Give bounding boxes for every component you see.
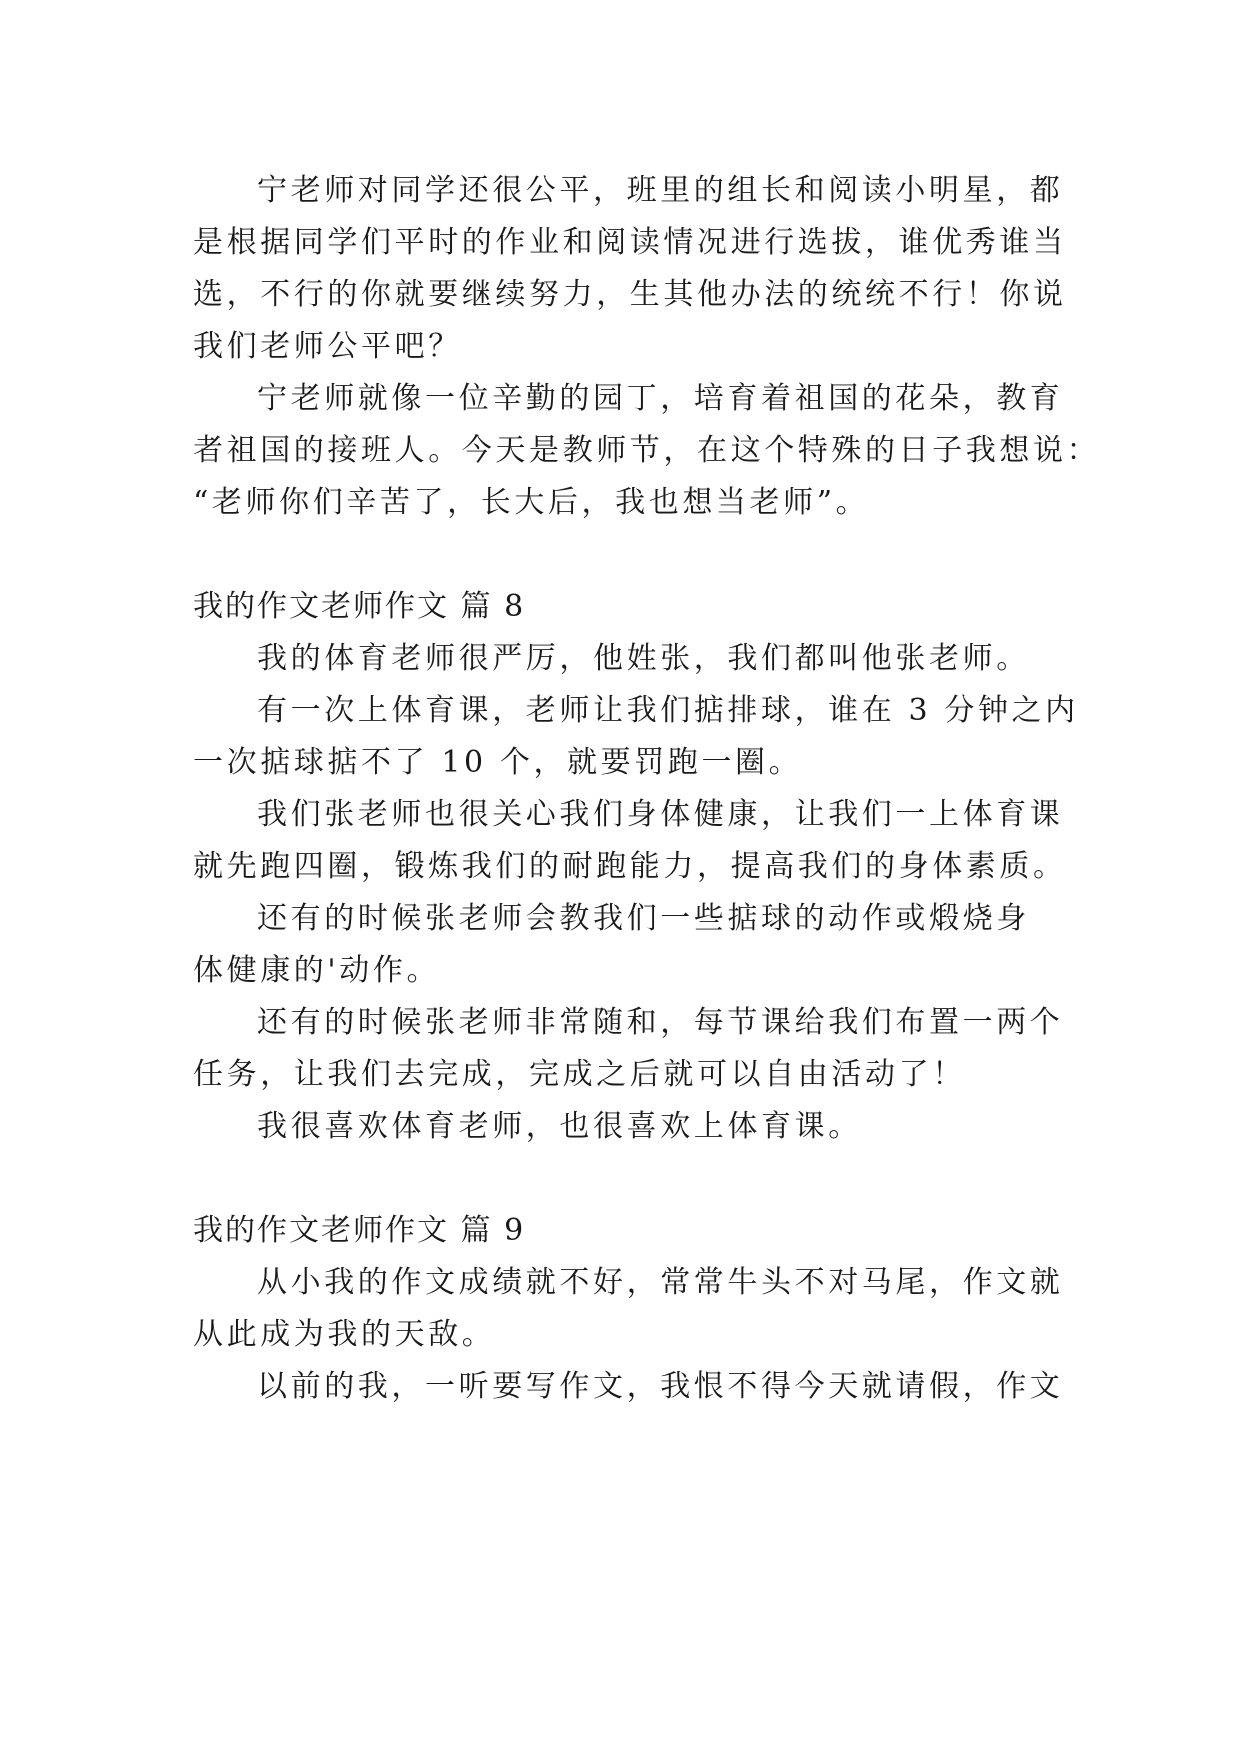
paragraph-line: 以前的我，一听要写作文，我恨不得今天就请假，作文 <box>257 1369 1064 1404</box>
paragraph-line: 是根据同学们平时的作业和阅读情况进行选拔，谁优秀谁当 <box>193 225 1067 260</box>
paragraph-line: 选，不行的你就要继续努力，生其他办法的统统不行！你说 <box>193 277 1067 312</box>
paragraph-line: 我们老师公平吧？ <box>193 329 462 364</box>
paragraph-line: 体健康的'动作。 <box>193 953 441 988</box>
paragraph-line: 宁老师对同学还很公平，班里的组长和阅读小明星，都 <box>257 173 1064 208</box>
paragraph-line: 任务，让我们去完成，完成之后就可以自由活动了！ <box>193 1057 966 1092</box>
paragraph-line: 还有的时候张老师非常随和，每节课给我们布置一两个 <box>257 1005 1064 1040</box>
paragraph-line: 就先跑四圈，锻炼我们的耐跑能力，提高我们的身体素质。 <box>193 849 1067 884</box>
paragraph-line: 一次掂球掂不了 10 个，就要罚跑一圈。 <box>193 745 803 780</box>
paragraph-line: “老师你们辛苦了，长大后，我也想当老师”。 <box>193 485 870 520</box>
paragraph-line: 从小我的作文成绩就不好，常常牛头不对马尾，作文就 <box>257 1265 1064 1300</box>
paragraph-line: 宁老师就像一位辛勤的园丁，培育着祖国的花朵，教育 <box>257 381 1064 416</box>
paragraph-line: 有一次上体育课，老师让我们掂排球，谁在 3 分钟之内 <box>257 693 1079 728</box>
paragraph-line: 还有的时候张老师会教我们一些掂球的动作或煅烧身 <box>257 901 1030 936</box>
section-heading: 我的作文老师作文 篇 8 <box>193 589 526 624</box>
paragraph-line: 从此成为我的天敌。 <box>193 1317 496 1352</box>
paragraph-line: 我的体育老师很严厉，他姓张，我们都叫他张老师。 <box>257 641 1030 676</box>
paragraph-line: 我很喜欢体育老师，也很喜欢上体育课。 <box>257 1109 862 1144</box>
paragraph-line: 我们张老师也很关心我们身体健康，让我们一上体育课 <box>257 797 1064 832</box>
section-heading: 我的作文老师作文 篇 9 <box>193 1213 526 1248</box>
paragraph-line: 者祖国的接班人。今天是教师节，在这个特殊的日子我想说： <box>193 433 1101 468</box>
